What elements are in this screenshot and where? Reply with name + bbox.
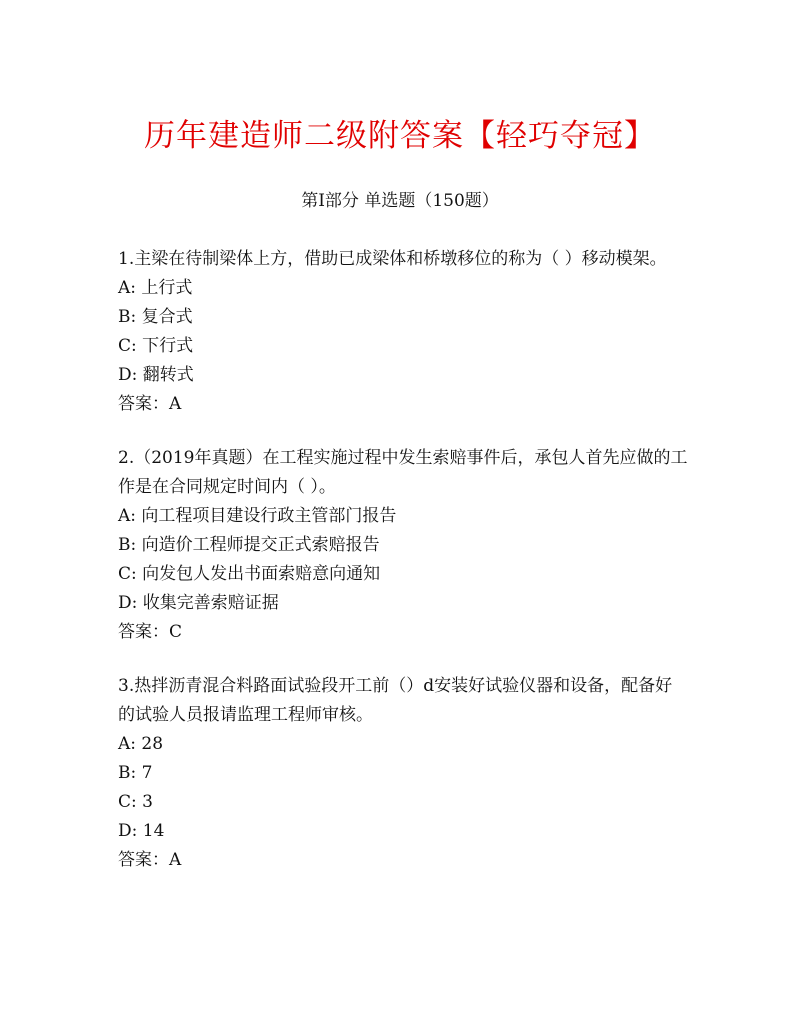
question-item bbox=[118, 444, 688, 647]
question-list bbox=[118, 245, 688, 900]
question-text: 2.（2019年真题）在工程实施过程中发生索赔事件后，承包人首先应做的工作是在合同规定时间内（ ）。 bbox=[118, 448, 688, 497]
option-c: C: 向发包人发出书面索赔意向通知 bbox=[118, 564, 381, 584]
question-text: 1.主梁在待制梁体上方，借助已成梁体和桥墩移位的称为（ ）移动模架。 bbox=[118, 249, 667, 269]
question-item bbox=[118, 245, 688, 419]
option-d: D: 收集完善索赔证据 bbox=[118, 593, 279, 613]
option-c: C: 3 bbox=[118, 792, 153, 812]
answer-text: 答案：A bbox=[118, 850, 182, 870]
option-a: A: 向工程项目建设行政主管部门报告 bbox=[118, 506, 397, 526]
option-a: A: 上行式 bbox=[118, 278, 193, 298]
question-item bbox=[118, 672, 688, 875]
question-text: 3.热拌沥青混合料路面试验段开工前（）d安装好试验仪器和设备，配备好的试验人员报请监理工程师审核。 bbox=[118, 676, 673, 725]
option-d: D: 14 bbox=[118, 821, 165, 841]
section-heading: 第I部分 单选题（150题） bbox=[301, 191, 499, 211]
document-title: 历年建造师二级附答案【轻巧夺冠】 bbox=[144, 118, 656, 154]
option-a: A: 28 bbox=[118, 734, 164, 754]
option-b: B: 复合式 bbox=[118, 307, 193, 327]
answer-text: 答案：C bbox=[118, 622, 183, 642]
answer-text: 答案：A bbox=[118, 394, 182, 414]
option-b: B: 7 bbox=[118, 763, 153, 783]
option-c: C: 下行式 bbox=[118, 336, 194, 356]
option-d: D: 翻转式 bbox=[118, 365, 194, 385]
option-b: B: 向造价工程师提交正式索赔报告 bbox=[118, 535, 380, 555]
